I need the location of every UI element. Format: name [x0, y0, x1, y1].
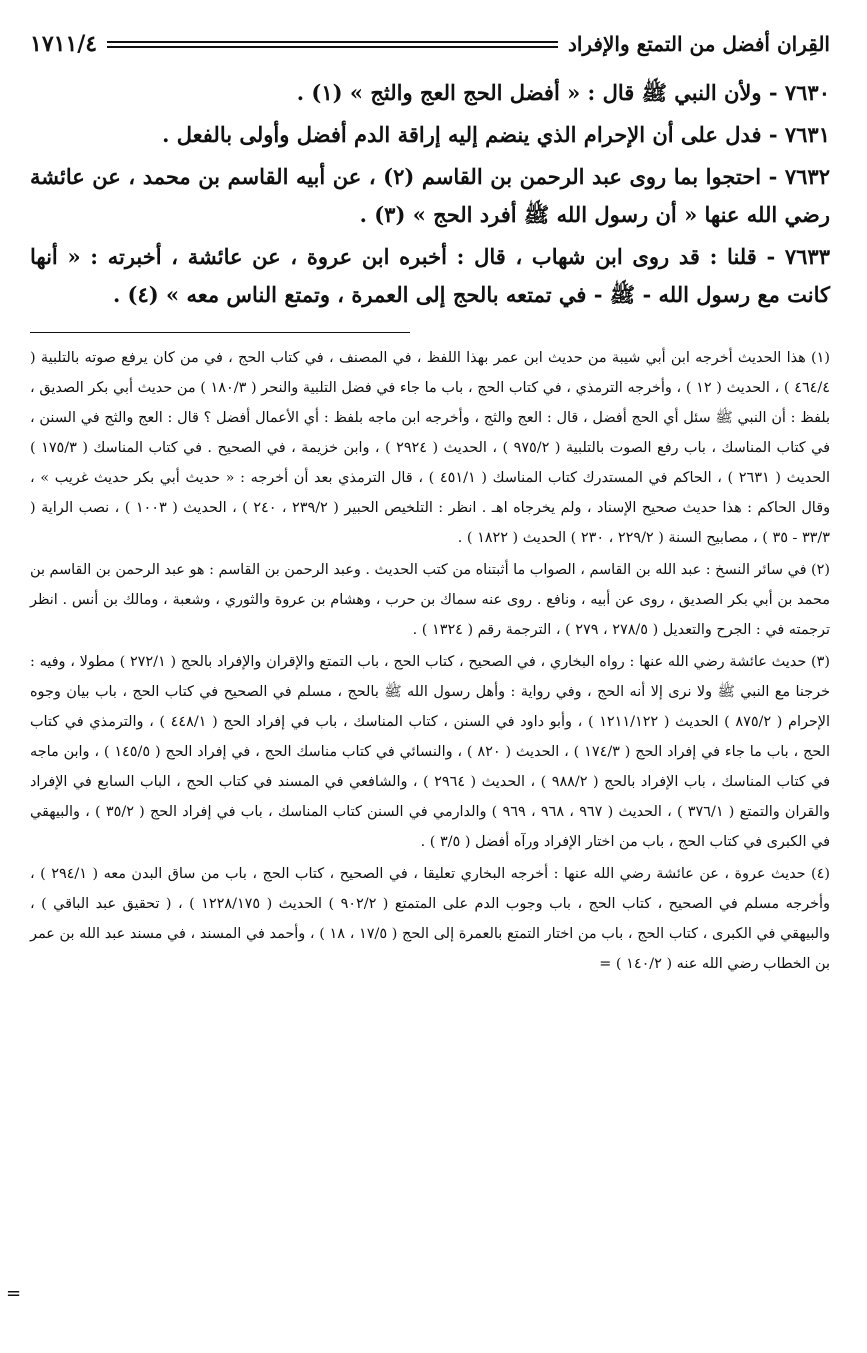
footnotes — [30, 343, 830, 979]
paragraph-7632: ٧٦٣٢ - احتجوا بما روى عبد الرحمن بن القاسم (٢) ، عن أبيه القاسم بن محمد ، عن عائشة رضي الله عنها « أن رسول الله ﷺ أفرد الحج » (٣) . — [30, 164, 830, 227]
header-title: القِران أفضل من التمتع والإفراد — [567, 32, 830, 56]
footnote-divider — [30, 332, 410, 333]
main-text — [30, 74, 830, 314]
page-number: ١٧١١/٤ — [30, 31, 98, 57]
header-rule — [107, 41, 558, 48]
footnote-4: (٤) حديث عروة ، عن عائشة رضي الله عنها : أخرجه البخاري تعليقا ، في الصحيح ، كتاب الحج ، باب من ساق البدن معه ( ٢٩٤/١ ) ، وأخرجه مسلم في الصحيح ، كتاب الحج ، باب وجوب الدم على المتمتع ( ٩٠٢/٢ ) الحديث ( ١٢٢٨/١٧٥ ) ، ( تحقيق عبد الباقي ) ، والبيهقي في الكبرى ، كتاب الحج ، باب من اختار التمتع بالعمرة إلى الحج ( ١٧/٥ ، ١٨ ) ، وأحمد في المسند ، في مسند عبد الله بن عمر بن الخطاب رضي الله عنه ( ١٤٠/٢ ) = — [30, 866, 830, 972]
continuation-mark: = — [6, 1283, 22, 1304]
paragraph-7633: ٧٦٣٣ - قلنا : قد روى ابن شهاب ، قال : أخبره ابن عروة ، عن عائشة ، أخبرته : « أنها كانت مع رسول الله - ﷺ - في تمتعه بالحج إلى العمرة ، وتمتع الناس معه » (٤) . — [30, 244, 830, 307]
footnote-3: (٣) حديث عائشة رضي الله عنها : رواه البخاري ، في الصحيح ، كتاب الحج ، باب التمتع والإقران والإفراد بالحج ( ٢٧٢/١ ) مطولا ، وفيه : خرجنا مع النبي ﷺ ولا نرى إلا أنه الحج ، وفي رواية : وأهل رسول الله ﷺ بالحج ، مسلم في الصحيح في كتاب الحج ، باب بيان وجوه الإحرام ( ٨٧٥/٢ ) الحديث ( ١٢١١/١٢٢ ) ، وأبو داود في السنن ، كتاب المناسك ، باب في إفراد الحج ( ٤٤٨/١ ) ، والترمذي في كتاب الحج ، باب ما جاء في إفراد الحج ( ١٧٤/٣ ) ، الحديث ( ٨٢٠ ) ، والنسائي في كتاب مناسك الحج ، في إفراد الحج ( ١٤٥/٥ ) ، وابن ماجه في كتاب المناسك ، باب الإفراد بالحج ( ٩٨٨/٢ ) ، الحديث ( ٢٩٦٤ ) ، والشافعي في المسند في كتاب الحج ، الباب السابع في الإفراد والقران والتمتع ( ٣٧٦/١ ) ، الحديث ( ٩٦٧ ، ٩٦٨ ، ٩٦٩ ) والدارمي في السنن كتاب المناسك ، باب في إفراد الحج ( ٣٥/٢ ) ، والبيهقي في الكبرى في كتاب الحج ، باب من اختار الإفراد ورآه أفضل ( ٣/٥ ) . — [30, 654, 831, 850]
footnote-1: (١) هذا الحديث أخرجه ابن أبي شيبة من حديث ابن عمر بهذا اللفظ ، في المصنف ، في كتاب الحج ، في من كان يرفع صوته بالتلبية ( ٤٦٤/٤ ) ، الحديث ( ١٢ ) ، وأخرجه الترمذي ، في كتاب الحج ، باب ما جاء في فضل التلبية والنحر ( ١٨٠/٣ ) من حديث أبي بكر الصديق ، بلفظ : أن النبي ﷺ سئل أي الحج أفضل ، قال : العج والثج ، وأخرجه ابن ماجه بلفظ : أي الأعمال أفضل ؟ قال : العج والثج في السنن ، في كتاب المناسك ، باب رفع الصوت بالتلبية ( ٩٧٥/٢ ) ، الحديث ( ٢٩٢٤ ) ، وابن خزيمة ، في الصحيح . في كتاب المناسك ( ١٧٥/٣ ) الحديث ( ٢٦٣١ ) ، الحاكم في المستدرك كتاب المناسك ( ٤٥١/١ ) ، قال الترمذي بعد أن أخرجه : « حديث أبي بكر حديث غريب » ، وقال الحاكم : هذا حديث صحيح الإسناد ، ولم يخرجاه اهـ . انظر : التلخيص الحبير ( ٢٣٩/٢ ، ٢٤٠ ) ، الحديث ( ١٠٠٣ ) ، نصب الراية ( ٣٣/٣ - ٣٥ ) ، مصابيح السنة ( ٢٢٩/٢ ، ٢٣٠ ) الحديث ( ١٨٢٢ ) . — [30, 350, 831, 546]
book-page — [30, 24, 830, 981]
footnote-2: (٢) في سائر النسخ : عبد الله بن القاسم ، الصواب ما أثبتناه من كتب الحديث . وعبد الرحمن بن القاسم : هو عبد الرحمن بن القاسم بن محمد بن أبي بكر الصديق ، روى عن أبيه ، ونافع . روى عنه سماك بن حرب ، وهشام بن عروة والثوري ، وشعبة ، ومالك بن أنس . انظر ترجمته في : الجرح والتعديل ( ٢٧٨/٥ ، ٢٧٩ ) ، الترجمة رقم ( ١٣٢٤ ) . — [30, 562, 830, 638]
paragraph-7631: ٧٦٣١ - فدل على أن الإحرام الذي ينضم إليه إراقة الدم أفضل وأولى بالفعل . — [162, 122, 830, 147]
paragraph-7630: ٧٦٣٠ - ولأن النبي ﷺ قال : « أفضل الحج العج والثج » (١) . — [296, 80, 830, 105]
footnote-divider-wrap — [30, 318, 830, 343]
running-header — [30, 24, 830, 64]
